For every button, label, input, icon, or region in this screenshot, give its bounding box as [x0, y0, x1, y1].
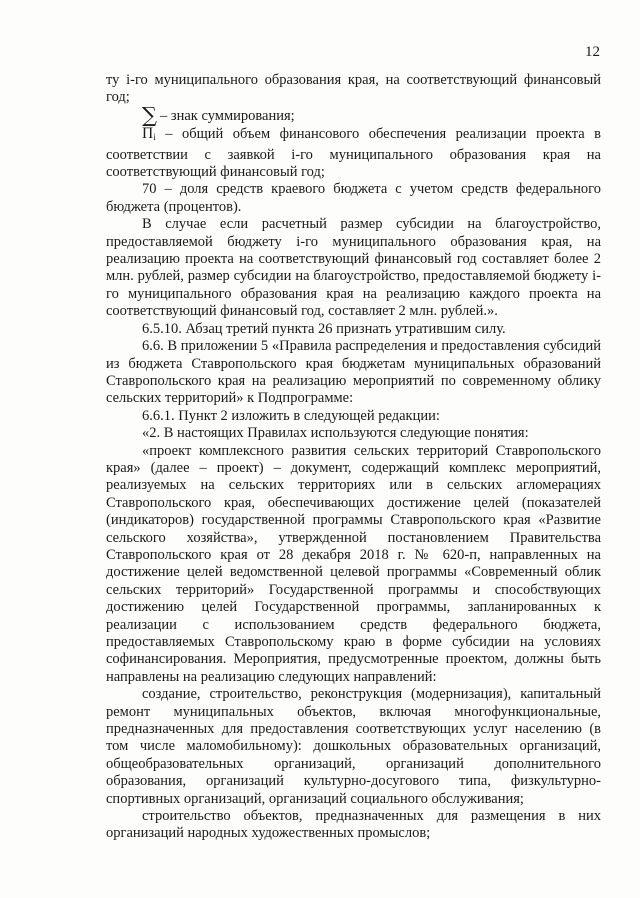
- paragraph-share-definition: 70 – доля средств краевого бюджета с учетом средств федерального бюджета (процентов).: [106, 181, 601, 215]
- paragraph-6-5-10: 6.5.10. Абзац третий пункта 26 признать утратившим силу.: [142, 320, 506, 337]
- paragraph-sum-definition: [106, 102, 601, 127]
- paragraph-6-6-1: 6.6.1. Пункт 2 изложить в следующей редакции:: [142, 407, 440, 424]
- paragraph-pi-definition: [106, 125, 601, 181]
- variable-pi: $П_i$: [142, 125, 156, 143]
- paragraph-project-definition: «проект комплексного развития сельских территорий Ставропольского края» (далее – проект) – документ, содержащий комплекс мероприятий, реализуемых на сельских территориях или в сельских агломерациях Ставропольского края, обеспечивающих достижение целей (показателей (индикаторов) государственной программы Ставропольского края «Развитие сельского хозяйства», утвержденной постановлением Правительства Ставропольского края от 28 декабря 2018 г. № 620-п, направленных на достижение целей ведомственной целевой программы «Современный облик сельских территорий» Государственной программы и способствующих достижению целей Государственной программы, запланированных к реализации с использованием средств федерального бюджета, предоставляемых Ставропольскому краю в форме субсидии на условиях софинансирования. Мероприятия, предусмотренные проектом, должны быть направлены на реализацию следующих направлений:: [106, 442, 601, 685]
- paragraph-6-6: 6.6. В приложении 5 «Правила распределения и предоставления субсидий из бюджета Ставропольского края бюджетам муниципальных образований Ставропольского края на реализацию мероприятий по современному облику сельских территорий» к Подпрограмме:: [106, 338, 601, 407]
- paragraph-crafts-objects: строительство объектов, предназначенных для размещения в них организаций народных художественных промыслов;: [106, 808, 601, 842]
- document-body: [106, 72, 601, 843]
- paragraph-continuation: ту i-го муниципального образования края, на соответствующий финансовый год;: [106, 72, 601, 106]
- pi-definition-text: – общий объем финансового обеспечения реализации проекта в соответствии с заявкой i-го муниципального образования края на соответствующий финансовый год;: [106, 126, 601, 181]
- summation-symbol: ∑: [142, 102, 157, 127]
- paragraph-construction-list: создание, строительство, реконструкция (модернизация), капитальный ремонт муниципальных объектов, включая многофункциональные, предназначенных для предоставления соответствующих услуг населению (в том числе маломобильному): дошкольных образовательных организаций, общеобразовательных организаций, организаций дополнительного образования, организаций культурно-досугового типа, физкультурно-спортивных организаций, организаций социального обслуживания;: [106, 686, 601, 807]
- paragraph-subsidy-cap: В случае если расчетный размер субсидии на благоустройство, предоставляемой бюджету i-го муниципального образования края, на реализацию проекта на соответствующий финансовый год составляет более 2 млн. рублей, размер субсидии на благоустройство, предоставляемой бюджету i-го муниципального образования края на реализацию каждого проекта на соответствующий финансовый год, составляет 2 млн. рублей.».: [106, 216, 601, 320]
- paragraph-rules-2: «2. В настоящих Правилах используются следующие понятия:: [142, 425, 529, 442]
- page-number: 12: [585, 44, 600, 60]
- summation-definition-text: – знак суммирования;: [160, 107, 295, 124]
